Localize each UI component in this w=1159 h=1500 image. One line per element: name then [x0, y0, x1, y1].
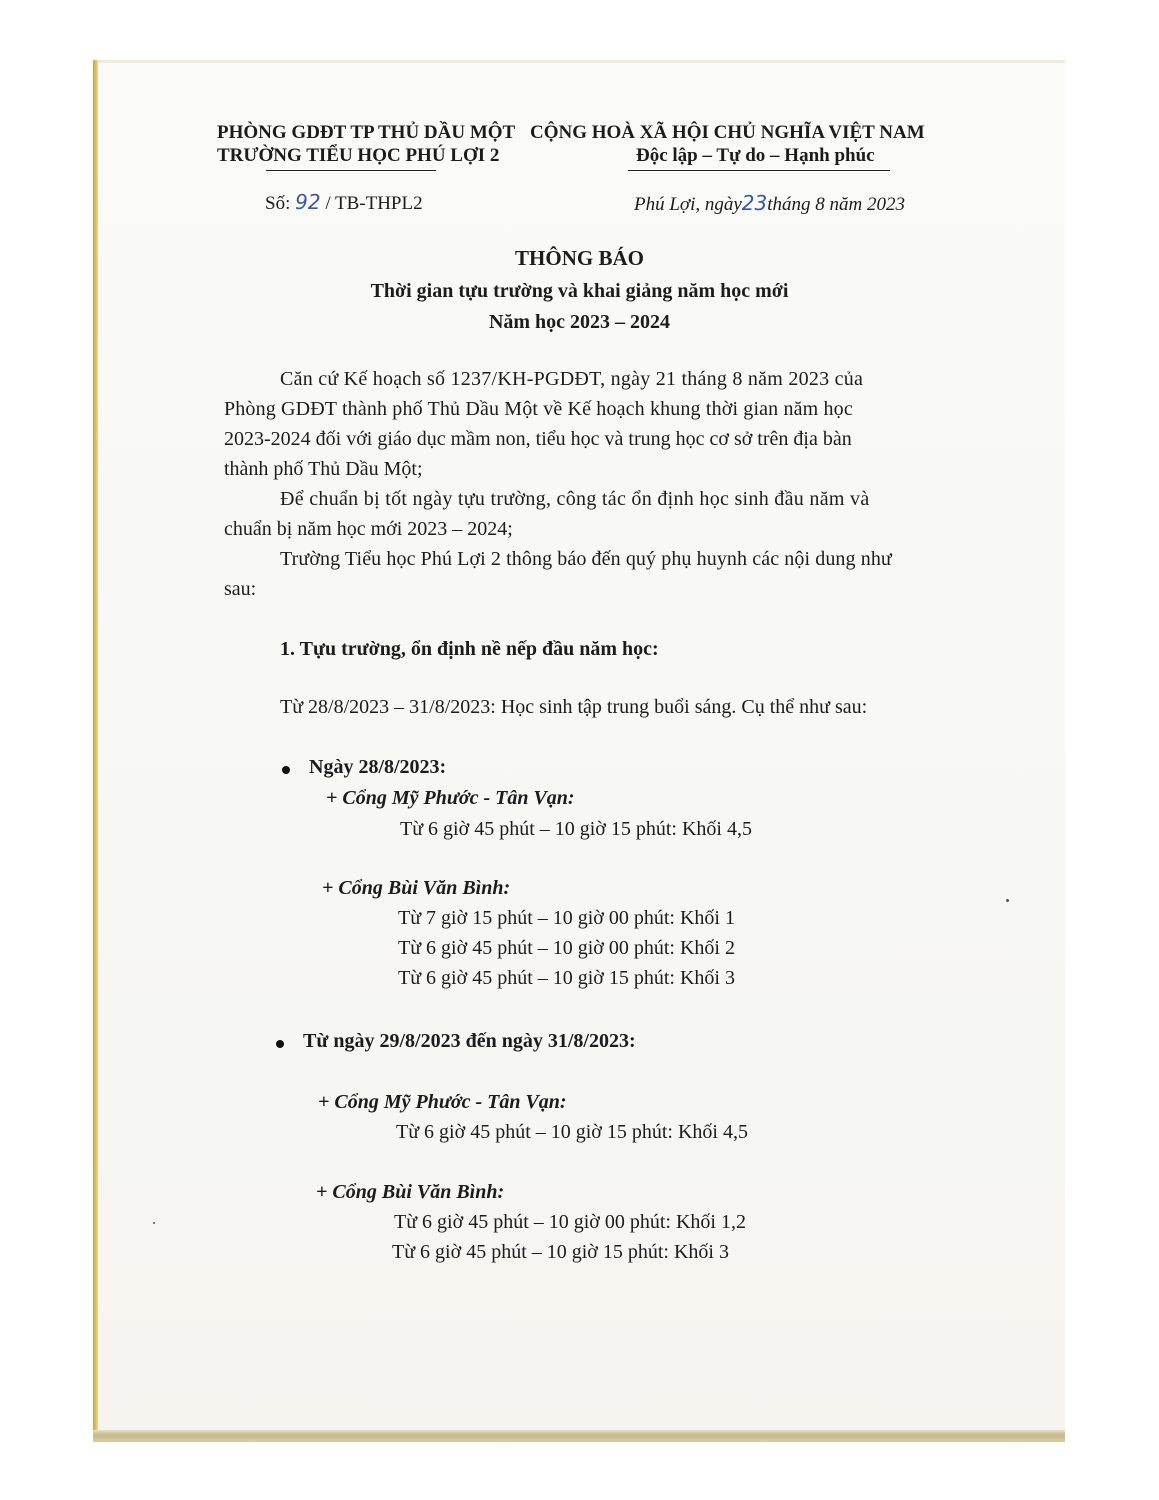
day-1-label: Ngày 28/8/2023: — [309, 756, 447, 778]
day-1-gate-2-line-3: Từ 6 giờ 45 phút – 10 giờ 15 phút: Khối 3 — [398, 967, 735, 989]
day-2-gate-2: + Cổng Bùi Văn Bình: — [316, 1181, 505, 1203]
nation-line-1: CỘNG HOÀ XÃ HỘI CHỦ NGHĨA VIỆT NAM — [530, 122, 925, 143]
nation-line-2: Độc lập – Tự do – Hạnh phúc — [636, 145, 875, 166]
document-subtitle-1: Thời gian tựu trường và khai giảng năm học mới — [370, 280, 789, 302]
day-1-gate-1: + Cổng Mỹ Phước - Tân Vạn: — [326, 787, 575, 809]
document-title: THÔNG BÁO — [515, 246, 644, 270]
day-2-gate-1: + Cổng Mỹ Phước - Tân Vạn: — [318, 1091, 567, 1113]
org-line-1: PHÒNG GDĐT TP THỦ DẦU MỘT — [217, 122, 516, 143]
paragraph-1-line-4: thành phố Thủ Dầu Một; — [224, 458, 423, 480]
paper-bottom-edge — [93, 1430, 1065, 1442]
bullet-icon — [276, 1040, 284, 1048]
document-date — [634, 191, 905, 216]
day-1-gate-2-line-1: Từ 7 giờ 15 phút – 10 giờ 00 phút: Khối 1 — [398, 907, 735, 929]
paper-top-edge — [93, 60, 1065, 63]
paragraph-1-line-2: Phòng GDĐT thành phố Thủ Dầu Một về Kế hoạch khung thời gian năm học — [224, 398, 853, 420]
day-1-gate-1-line-1: Từ 6 giờ 45 phút – 10 giờ 15 phút: Khối 4,5 — [400, 818, 752, 840]
date-suffix: tháng 8 năm 2023 — [767, 194, 905, 215]
nation-underline — [628, 170, 890, 171]
date-prefix: Phú Lợi, ngày — [634, 194, 742, 215]
paragraph-1-line-1: Căn cứ Kế hoạch số 1237/KH-PGDĐT, ngày 21 tháng 8 năm 2023 của — [280, 368, 864, 390]
paragraph-3-line-1: Trường Tiểu học Phú Lợi 2 thông báo đến quý phụ huynh các nội dung như — [280, 548, 892, 570]
scan-speck — [1006, 899, 1009, 902]
day-1-gate-2: + Cổng Bùi Văn Bình: — [322, 877, 511, 899]
day-2-gate-1-line-1: Từ 6 giờ 45 phút – 10 giờ 15 phút: Khối 4,5 — [396, 1121, 748, 1143]
date-handwritten: 23 — [741, 191, 768, 215]
section-1-intro: Từ 28/8/2023 – 31/8/2023: Học sinh tập trung buổi sáng. Cụ thể như sau: — [280, 696, 868, 718]
day-2-label: Từ ngày 29/8/2023 đến ngày 31/8/2023: — [303, 1030, 636, 1052]
day-1-gate-2-line-2: Từ 6 giờ 45 phút – 10 giờ 00 phút: Khối 2 — [398, 937, 735, 959]
number-suffix: / TB-THPL2 — [325, 193, 423, 214]
day-2-gate-2-line-2: Từ 6 giờ 45 phút – 10 giờ 15 phút: Khối 3 — [392, 1241, 729, 1263]
number-prefix: Số: — [265, 193, 291, 214]
number-handwritten: 92 — [295, 190, 321, 214]
paragraph-3-line-2: sau: — [224, 578, 257, 600]
section-1-heading: 1. Tựu trường, ổn định nề nếp đầu năm học: — [280, 638, 659, 660]
bullet-icon — [282, 766, 290, 774]
org-line-2: TRƯỜNG TIỂU HỌC PHÚ LỢI 2 — [217, 145, 500, 166]
scan-speck — [153, 1222, 155, 1224]
paragraph-1-line-3: 2023-2024 đối với giáo dục mầm non, tiểu học và trung học cơ sở trên địa bàn — [224, 428, 852, 450]
paragraph-2-line-2: chuẩn bị năm học mới 2023 – 2024; — [224, 518, 513, 540]
document-subtitle-2: Năm học 2023 – 2024 — [488, 311, 671, 333]
org-underline — [266, 170, 436, 171]
paragraph-2-line-1: Để chuẩn bị tốt ngày tựu trường, công tác ổn định học sinh đầu năm và — [280, 488, 870, 510]
document-number — [265, 190, 423, 215]
day-2-gate-2-line-1: Từ 6 giờ 45 phút – 10 giờ 00 phút: Khối 1,2 — [394, 1211, 746, 1233]
